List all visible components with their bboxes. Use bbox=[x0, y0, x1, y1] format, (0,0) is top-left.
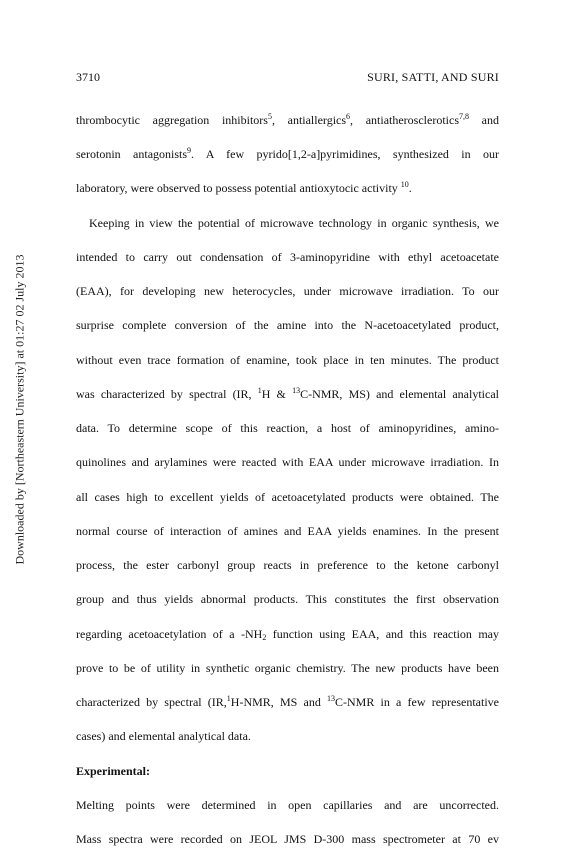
page-number: 3710 bbox=[76, 70, 100, 84]
paragraph-line-13: normal course of interaction of amines and EAA yields enamines. In the present bbox=[76, 524, 499, 538]
paragraph-line-18 bbox=[76, 695, 499, 709]
text-run: C-NMR in a few representative bbox=[335, 695, 499, 709]
paragraph-line-4: Keeping in view the potential of microwave technology in organic synthesis, we bbox=[89, 216, 499, 230]
paragraph-line-10: data. To determine scope of this reaction, a host of aminopyridines, amino- bbox=[76, 421, 499, 435]
running-head: SURI, SATTI, AND SURI bbox=[367, 70, 499, 84]
citation-superscript: 7,8 bbox=[459, 112, 469, 121]
text-run: characterized by spectral (IR, bbox=[76, 695, 227, 709]
paragraph-line-3 bbox=[76, 181, 499, 195]
paragraph-line-8: without even trace formation of enamine, took place in ten minutes. The product bbox=[76, 353, 499, 367]
text-run: thrombocytic aggregation inhibitors bbox=[76, 113, 268, 127]
text-run: and bbox=[469, 113, 499, 127]
paragraph-line-15: group and thus yields abnormal products. This constitutes the first observation bbox=[76, 592, 499, 606]
text-run: , antiallergics bbox=[271, 113, 347, 127]
paragraph-line-1 bbox=[76, 113, 499, 127]
formula-subscript: 2 bbox=[262, 633, 267, 642]
text-run: . A few pyrido[1,2-a]pyrimidines, synthesized in our bbox=[191, 147, 499, 161]
text-run: C-NMR, MS) and elemental analytical bbox=[300, 387, 499, 401]
text-run: . bbox=[408, 181, 412, 195]
citation-superscript: 6 bbox=[346, 112, 351, 121]
isotope-superscript: 13 bbox=[327, 694, 335, 703]
text-run: H-NMR, MS and bbox=[230, 695, 327, 709]
text-run: function using EAA, and this reaction may bbox=[266, 627, 499, 641]
text-run: laboratory, were observed to possess potential antioxytocic activity bbox=[76, 181, 401, 195]
paragraph-line-16 bbox=[76, 627, 499, 641]
text-run: was characterized by spectral (IR, bbox=[76, 387, 258, 401]
text-run: regarding acetoacetylation of a -NH bbox=[76, 627, 263, 641]
citation-superscript: 5 bbox=[267, 112, 272, 121]
paragraph-line-5: intended to carry out condensation of 3-aminopyridine with ethyl acetoacetate bbox=[76, 250, 499, 264]
paragraph-line-2 bbox=[76, 147, 499, 161]
paragraph-line-9 bbox=[76, 387, 499, 401]
paragraph-line-19: cases) and elemental analytical data. bbox=[76, 729, 251, 743]
citation-superscript: 10 bbox=[400, 180, 409, 189]
paragraph-line-14: process, the ester carbonyl group reacts in preference to the ketone carbonyl bbox=[76, 558, 499, 572]
text-run: serotonin antagonists bbox=[76, 147, 188, 161]
paragraph-line-20: Melting points were determined in open capillaries and are uncorrected. bbox=[76, 798, 499, 812]
paragraph-line-6: (EAA), for developing new heterocycles, under microwave irradiation. To our bbox=[76, 284, 499, 298]
text-run: H & bbox=[261, 387, 293, 401]
paragraph-line-17: prove to be of utility in synthetic organic chemistry. The new products have been bbox=[76, 661, 499, 675]
isotope-superscript: 1 bbox=[226, 694, 231, 703]
isotope-superscript: 1 bbox=[257, 386, 262, 395]
download-stamp-text: Downloaded by [Northeastern University] at 01:27 02 July 2013 bbox=[12, 254, 27, 565]
paragraph-line-11: quinolines and arylamines were reacted with EAA under microwave irradiation. In bbox=[76, 455, 499, 469]
citation-superscript: 9 bbox=[187, 146, 192, 155]
paragraph-line-7: surprise complete conversion of the amine into the N-acetoacetylated product, bbox=[76, 318, 499, 332]
isotope-superscript: 13 bbox=[292, 386, 301, 395]
download-stamp bbox=[10, 190, 26, 630]
section-heading-experimental: Experimental: bbox=[76, 764, 150, 778]
text-run: , antiatherosclerotics bbox=[350, 113, 459, 127]
paragraph-line-21: Mass spectra were recorded on JEOL JMS D-300 mass spectrometer at 70 ev bbox=[76, 832, 499, 846]
paragraph-line-12: all cases high to excellent yields of acetoacetylated products were obtained. The bbox=[76, 490, 499, 504]
